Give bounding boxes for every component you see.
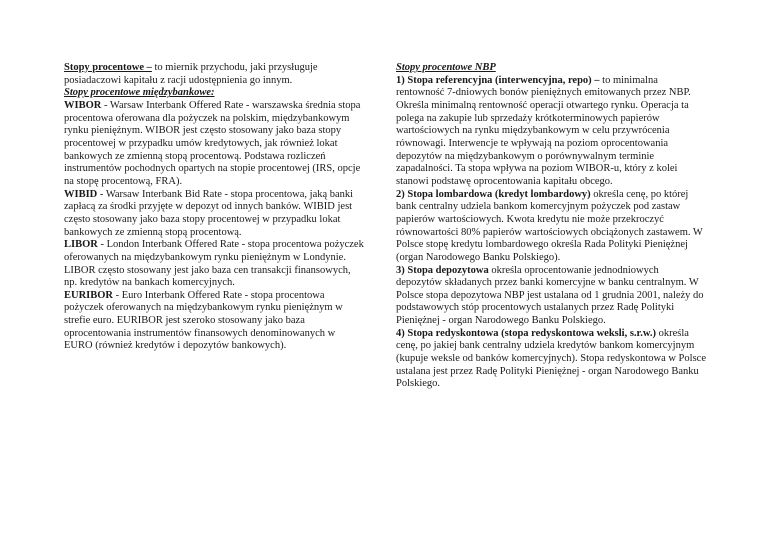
wibor-text: - Warsaw Interbank Offered Rate - warszawska średnia stopa procentowa oferowana dla pożyczek na polskim, międzybankowym rynku pieniężnym. WIBOR jest często stosowany jako baza stopy procentowej w przypadku umów kredytowych, jak również lokat bankowych ze zmienną stopą procentową. Podstawa rozliczeń instrumentów pochodnych opartych na stopie procentowej (IRS, opcje na stopę procentową, FRA). xyxy=(64,99,361,187)
euribor-term: EURIBOR xyxy=(64,289,114,301)
rediscount-rate-text: określa cenę, po jakiej bank centralny udziela kredytów bankom komercyjnym (kupuje weksle od banków komercyjnych). Stopa redyskontowa w Polsce ustalana jest przez Radę Polityki Pieniężnej - organ Narodowego Banku Polskiego. xyxy=(396,327,706,390)
euribor-text: - Euro Interbank Offered Rate - stopa procentowa pożyczek oferowanych na międzybankowym rynku pieniężnym w strefie euro. EURIBOR jest szeroko stosowany jako baza oprocentowania instrumentów finansowych denominowanych w EURO (również kredytów i depozytów bankowych). xyxy=(64,289,343,352)
reference-rate-paragraph xyxy=(396,75,706,189)
lombard-rate-term: 2) Stopa lombardowa (kredyt lombardowy) xyxy=(396,188,591,200)
wibid-term: WIBID xyxy=(64,188,98,200)
wibor-paragraph xyxy=(64,100,366,189)
interbank-rates-heading: Stopy procentowe międzybankowe: xyxy=(64,87,215,99)
lombard-rate-paragraph xyxy=(396,189,706,265)
nbp-rates-heading: Stopy procentowe NBP xyxy=(396,62,496,73)
definition-paragraph xyxy=(64,62,366,87)
definition-term: Stopy procentowe – xyxy=(64,62,152,73)
wibid-paragraph xyxy=(64,189,366,240)
libor-paragraph xyxy=(64,239,366,290)
libor-text: - London Interbank Offered Rate - stopa procentowa pożyczek oferowanych na międzybankowym rynku pieniężnym w Londynie. LIBOR często stosowany jest jako baza cen transakcji finansowych, np. kredytów na bankach komercyjnych. xyxy=(64,239,364,289)
reference-rate-text: to minimalna rentowność 7-dniowych bonów pieniężnych emitowanych przez NBP. Określa minimalną rentowność operacji otwartego rynku. Operacja ta polega na zakupie lub sprzedaży krótkoterminowych papierów wartościowych na rynku międzybankowym w celu przywrócenia równowagi. Interwencje te wpływają na poziom oprocentowania depozytów na międzybankowym o porównywalnym terminie zapadalności. Ta stopa wpływa na poziom WIBOR-u, który z kolei stanowi podstawę oprocentowania kapitału obcego. xyxy=(396,74,691,187)
wibid-text: - Warsaw Interbank Bid Rate - stopa procentowa, jaką banki zapłacą za środki przyjęte w depozyt od innych banków. WIBID jest często stosowany jako baza stopy procentowej w przypadku lokat bankowych ze zmienną stopą procentową. xyxy=(64,188,354,238)
definition-text: to miernik przychodu, jaki przysługuje posiadaczowi kapitału z racji udostępnienia go innym. xyxy=(64,62,318,86)
deposit-rate-text: określa oprocentowanie jednodniowych depozytów składanych przez banki komercyjne w banku centralnym. W Polsce stopa depozytowa NBP jest ustalana od 1 grudnia 2001, należy do podstawowych stóp procentowych ustalanych przez Radę Polityki Pieniężnej - organ Narodowego Banku Polskiego. xyxy=(396,264,704,327)
deposit-rate-term: 3) Stopa depozytowa xyxy=(396,264,489,276)
deposit-rate-paragraph xyxy=(396,265,706,328)
left-column xyxy=(64,62,366,353)
right-column xyxy=(396,62,706,391)
euribor-paragraph xyxy=(64,290,366,353)
rediscount-rate-paragraph xyxy=(396,328,706,391)
libor-term: LIBOR xyxy=(64,239,98,251)
wibor-term: WIBOR xyxy=(64,99,102,111)
lombard-rate-text: określa cenę, po której bank centralny udziela bankom komercyjnym pożyczek pod zastaw papierów wartościowych. Kwota kredytu nie może przekroczyć równowartości 80% papierów wartościowych obciążonych zastawem. W Polsce stopę kredytu lombardowego określa Rada Polityki Pieniężnej (organ Narodowego Banku Polskiego). xyxy=(396,188,703,263)
reference-rate-term: 1) Stopa referencyjna (interwencyjna, repo) – xyxy=(396,74,600,86)
rediscount-rate-term: 4) Stopa redyskontowa (stopa redyskontowa weksli, s.r.w.) xyxy=(396,327,657,339)
